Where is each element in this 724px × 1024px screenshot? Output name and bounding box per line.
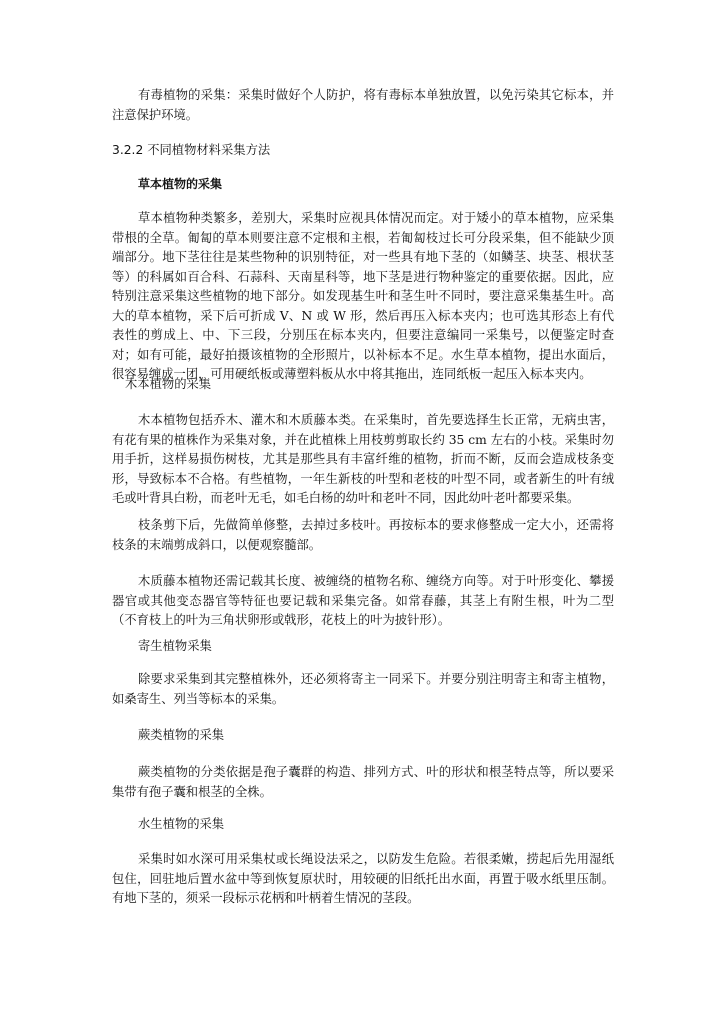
paragraph-fern-plants: 蕨类植物的分类依据是孢子囊群的构造、排列方式、叶的形状和根茎特点等，所以要采集带有孢子囊和根茎的全株。 [112,765,614,799]
heading-herb: 草本植物的采集 [138,177,223,191]
paragraph-parasite-plants: 除要求采集到其完整植株外，还必须将寄主一同采下。并要分别注明寄主和寄主植物，如桑寄生、列当等标本的采集。 [112,672,614,706]
heading-parasite: 寄生植物采集 [138,639,212,653]
heading-fern: 蕨类植物的采集 [138,728,225,742]
paragraph-twig-trimming: 枝条剪下后，先做简单修整，去掉过多枝叶。再按标本的要求修整成一定大小，还需将枝条的末端剪成斜口，以便观察髓部。 [112,518,614,552]
section-heading: 3.2.2 不同植物材料采集方法 [112,143,271,157]
paragraph-aquatic-plants: 采集时如水深可用采集杖或长绳设法采之，以防发生危险。若很柔嫩，捞起后先用湿纸包住，回驻地后置水盆中等到恢复原状时，用较硬的旧纸托出水面，再置于吸水纸里压制。有地下茎的，须采一段标示花柄和叶柄着生情况的茎段。 [112,852,614,905]
heading-woody: 木本植物的采集 [125,377,212,391]
paragraph-herb-plants: 草本植物种类繁多，差别大，采集时应视具体情况而定。对于矮小的草本植物，应采集带根的全草。匍匐的草本则要注意不定根和主根，若匍匐枝过长可分段采集，但不能缺少顶端部分。地下茎往往是某些物种的识别特征，对一些具有地下茎的（如鳞茎、块茎、根状茎等）的科属如百合科、石蒜科、天南星科等，地下茎是进行物种鉴定的重要依据。因此，应特别注意采集这些植物的地下部分。如发现基生叶和茎生叶不同时，要注意采集基生叶。高大的草本植物，采下后可折成 V、N 或 W 形，然后再压入标本夹内；也可选其形态上有代表性的剪成上、中、下三段，分别压在标本夹内，但要注意编同一采集号，以便鉴定时查对；如有可能，最好拍摄该植物的全形照片，以补标本不足。水生草本植物，提出水面后，很容易缠成一团，可用硬纸板或薄塑料板从水中将其拖出，连同纸板一起压入标本夹内。 [112,211,614,381]
paragraph-woody-plants: 木本植物包括乔木、灌木和木质藤本类。在采集时，首先要选择生长正常，无病虫害，有花有果的植株作为采集对象，并在此植株上用枝剪剪取长约 35 cm 左右的小枝。采集时勿用手折，这样易损伤树枝，尤其是那些具有丰富纤维的植物，折而不断，反而会造成枝条变形，导致标本不合格。有些植物，一年生新枝的叶型和老枝的叶型不同，或者新生的叶有绒毛或叶背具白粉，而老叶无毛，如毛白杨的幼叶和老叶不同，因此幼叶老叶都要采集。 [112,413,614,505]
paragraph-woody-vines: 木质藤本植物还需记载其长度、被缠绕的植物名称、缠绕方向等。对于叶形变化、攀援器官或其他变态器官等特征也要记载和采集完备。如常春藤，其茎上有附生根，叶为二型（不育枝上的叶为三角状卵形或戟形，花枝上的叶为披针形）。 [112,574,614,627]
paragraph-toxic-plants: 有毒植物的采集：采集时做好个人防护，将有毒标本单独放置，以免污染其它标本，并注意保护环境。 [112,88,614,122]
heading-aquatic: 水生植物的采集 [138,817,225,831]
